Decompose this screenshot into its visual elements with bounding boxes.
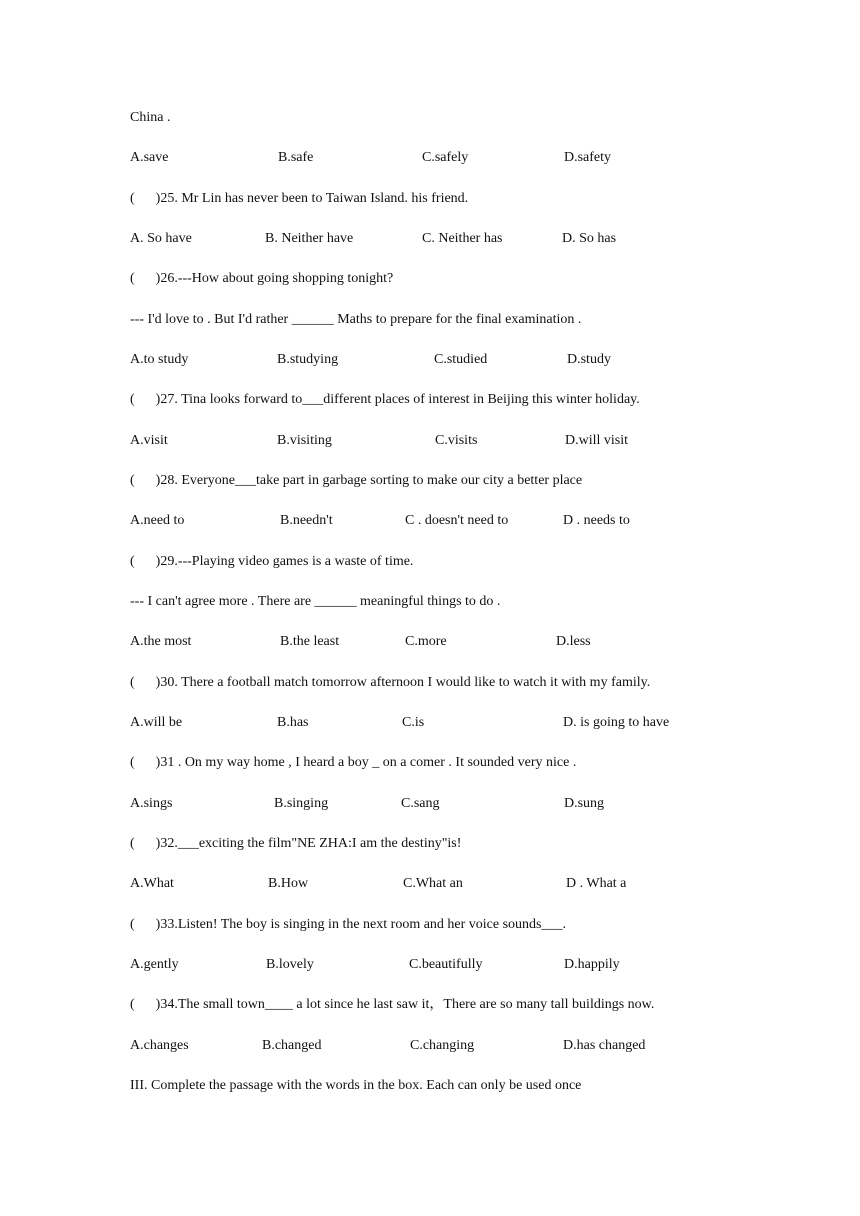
- answer-options: [0, 512, 860, 530]
- question-text: ( )31 . On my way home , I heard a boy _ on a comer . It sounded very nice .: [130, 755, 577, 770]
- answer-options: [0, 1037, 860, 1055]
- answer-options: [0, 149, 860, 167]
- option-c: C . doesn't need to: [405, 513, 509, 528]
- option-d: D.will visit: [565, 433, 629, 448]
- option-c: C.sang: [401, 796, 440, 811]
- option-c: C.more: [405, 634, 447, 649]
- option-d: D . What a: [566, 876, 627, 891]
- option-d: D.sung: [564, 796, 605, 811]
- question-text: ( )30. There a football match tomorrow afternoon I would like to watch it with my family.: [130, 675, 651, 690]
- question-text: ( )26.---How about going shopping tonight?: [130, 271, 394, 286]
- option-b: B.How: [268, 876, 309, 891]
- option-a: A.gently: [130, 957, 179, 972]
- answer-options: [0, 230, 860, 248]
- option-c: C.safely: [422, 150, 469, 165]
- option-b: B.studying: [277, 352, 339, 367]
- option-c: C.studied: [434, 352, 488, 367]
- option-d: D.safety: [564, 150, 612, 165]
- option-c: C.What an: [403, 876, 463, 891]
- section-heading: III. Complete the passage with the words in the box. Each can only be used once: [130, 1078, 582, 1093]
- option-b: B.has: [277, 715, 309, 730]
- question-text: --- I'd love to . But I'd rather ______ Maths to prepare for the final examination .: [130, 312, 582, 327]
- question-text: ( )34.The small town____ a lot since he last saw it，There are so many tall buildings now.: [130, 997, 655, 1012]
- question-text: ( )29.---Playing video games is a waste of time.: [130, 554, 414, 569]
- option-d: D. is going to have: [563, 715, 670, 730]
- option-b: B.the least: [280, 634, 340, 649]
- answer-options: [0, 351, 860, 369]
- question-text: ( )28. Everyone___take part in garbage sorting to make our city a better place: [130, 473, 583, 488]
- option-d: D . needs to: [563, 513, 630, 528]
- question-text: ( )27. Tina looks forward to___different places of interest in Beijing this winter holiday.: [130, 392, 640, 407]
- option-c: C.is: [402, 715, 425, 730]
- answer-options: [0, 956, 860, 974]
- option-a: A. So have: [130, 231, 192, 246]
- answer-options: [0, 795, 860, 813]
- option-d: D.study: [567, 352, 611, 367]
- option-b: B.changed: [262, 1038, 322, 1053]
- option-c: C. Neither has: [422, 231, 503, 246]
- option-a: A.need to: [130, 513, 185, 528]
- option-b: B. Neither have: [265, 231, 354, 246]
- option-a: A.visit: [130, 433, 168, 448]
- question-text: ( )33.Listen! The boy is singing in the next room and her voice sounds___.: [130, 917, 567, 932]
- option-c: C.beautifully: [409, 957, 483, 972]
- option-c: C.visits: [435, 433, 478, 448]
- option-a: A.will be: [130, 715, 183, 730]
- question-text: ( )25. Mr Lin has never been to Taiwan Island. his friend.: [130, 191, 469, 206]
- question-text: --- I can't agree more . There are ______ meaningful things to do .: [130, 594, 501, 609]
- option-b: B.singing: [274, 796, 329, 811]
- option-b: B.safe: [278, 150, 314, 165]
- answer-options: [0, 633, 860, 651]
- option-a: A.What: [130, 876, 174, 891]
- option-b: B.needn't: [280, 513, 333, 528]
- option-b: B.lovely: [266, 957, 314, 972]
- answer-options: [0, 714, 860, 732]
- answer-options: [0, 432, 860, 450]
- option-a: A.to study: [130, 352, 189, 367]
- option-a: A.changes: [130, 1038, 189, 1053]
- option-d: D. So has: [562, 231, 617, 246]
- question-text: ( )32.___exciting the film"NE ZHA:I am the destiny"is!: [130, 836, 462, 851]
- option-a: A.save: [130, 150, 169, 165]
- option-d: D.has changed: [563, 1038, 646, 1053]
- question-text: China .: [130, 110, 171, 125]
- answer-options: [0, 875, 860, 893]
- option-c: C.changing: [410, 1038, 475, 1053]
- option-a: A.sings: [130, 796, 173, 811]
- option-b: B.visiting: [277, 433, 332, 448]
- option-d: D.happily: [564, 957, 620, 972]
- option-a: A.the most: [130, 634, 192, 649]
- option-d: D.less: [556, 634, 591, 649]
